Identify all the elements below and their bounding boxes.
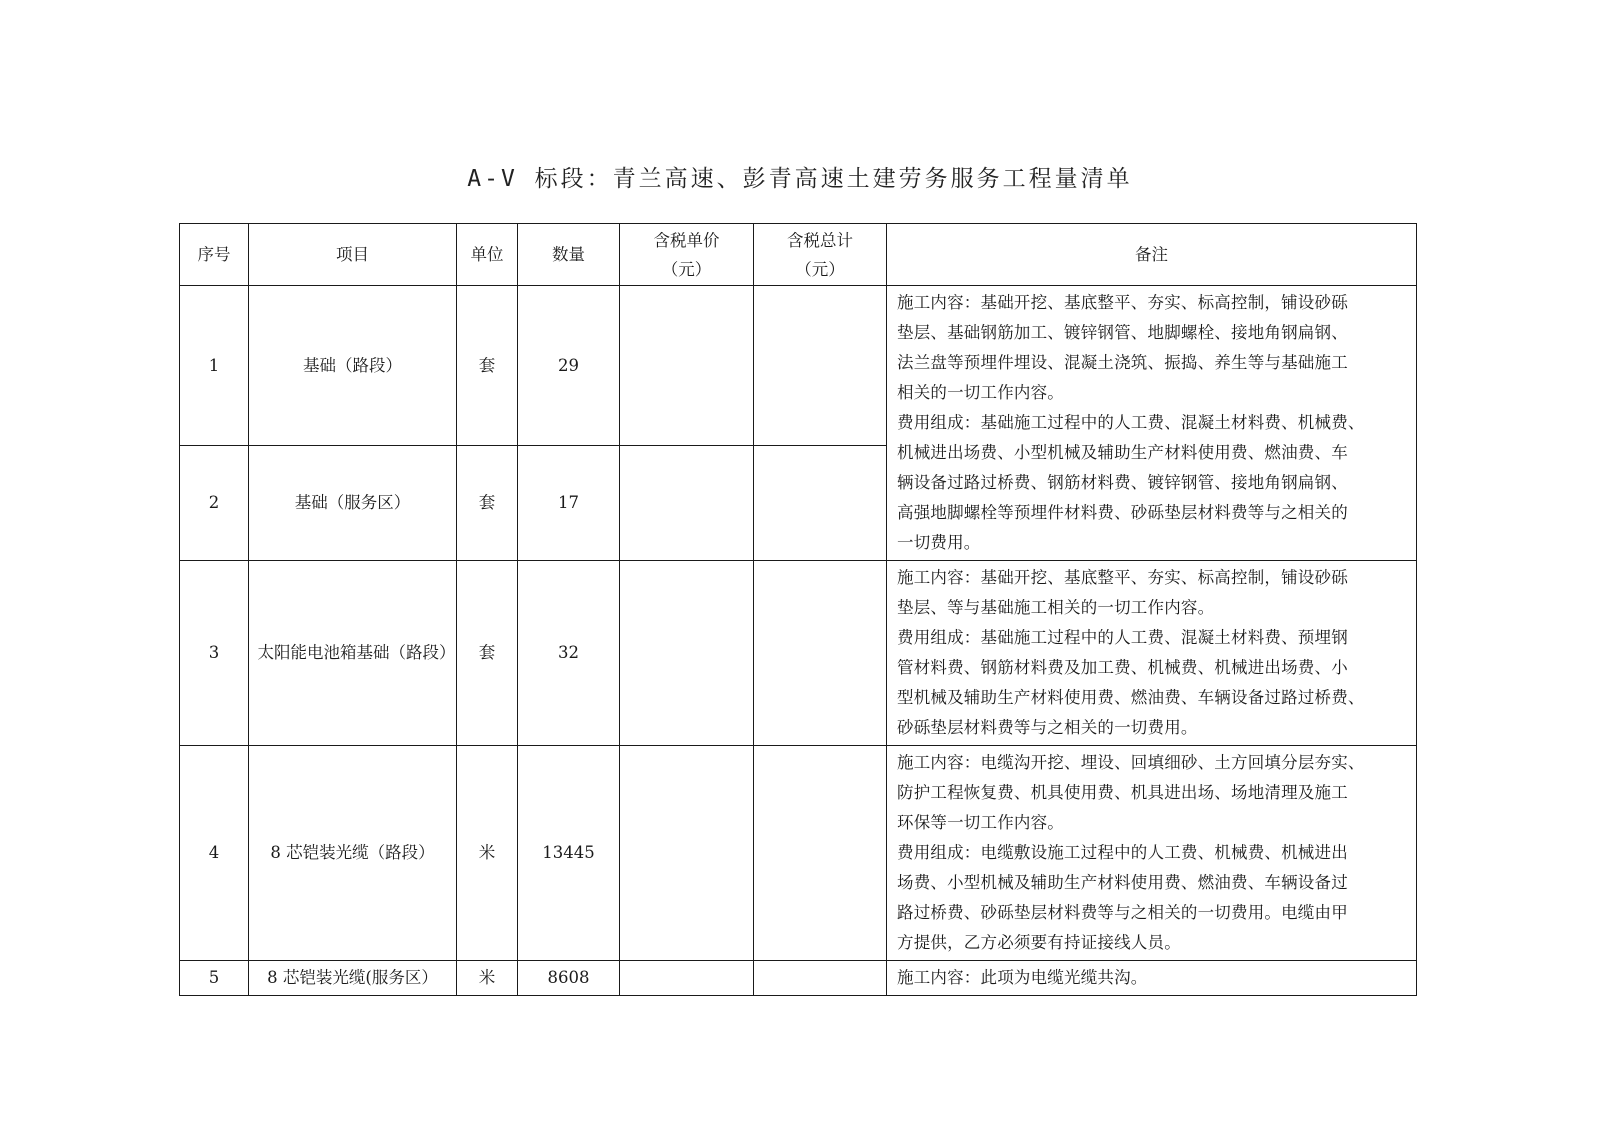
cell-item: 基础（路段）: [249, 286, 457, 446]
remark-line: 垫层、基础钢筋加工、镀锌钢管、地脚螺栓、接地角钢扁钢、: [897, 323, 1348, 342]
cell-seq: 4: [180, 746, 249, 961]
remark-line: 施工内容：基础开挖、基底整平、夯实、标高控制，铺设砂砾: [897, 568, 1348, 587]
remark-line: 场费、小型机械及辅助生产材料使用费、燃油费、车辆设备过: [897, 873, 1348, 892]
cell-item: 8 芯铠装光缆(服务区）: [249, 961, 457, 996]
cell-seq: 2: [180, 446, 249, 561]
cell-total: [754, 446, 887, 561]
cell-item-text: 太阳能电池箱基础（路段）: [257, 643, 456, 662]
header-unit-price-line1: 含税单价: [653, 230, 720, 250]
remark-line: 机械进出场费、小型机械及辅助生产材料使用费、燃油费、车: [897, 443, 1348, 462]
cell-qty: 17: [518, 446, 620, 561]
remark-line: 型机械及辅助生产材料使用费、燃油费、车辆设备过路过桥费、: [897, 688, 1365, 707]
header-unit-price: [620, 224, 754, 286]
cell-unit-price: [620, 446, 754, 561]
cell-unit: 套: [457, 446, 518, 561]
cell-seq: 5: [180, 961, 249, 996]
cell-qty: 32: [518, 561, 620, 746]
cell-remark-cable-service: [887, 961, 1417, 996]
remark-line: 环保等一切工作内容。: [897, 813, 1064, 832]
cell-unit: 套: [457, 561, 518, 746]
remark-line: 施工内容：电缆沟开挖、埋设、回填细砂、土方回填分层夯实、: [897, 753, 1365, 772]
cell-unit: 米: [457, 746, 518, 961]
cell-total: [754, 561, 887, 746]
remark-line: 施工内容：此项为电缆光缆共沟。: [897, 968, 1148, 987]
cell-remark-solar-box: [887, 561, 1417, 746]
cell-seq: 3: [180, 561, 249, 746]
cell-unit-price: [620, 961, 754, 996]
table-row: [180, 286, 1417, 446]
remark-line: 路过桥费、砂砾垫层材料费等与之相关的一切费用。电缆由甲: [897, 903, 1348, 922]
table-row: [180, 746, 1417, 961]
cell-unit: 米: [457, 961, 518, 996]
header-unit: 单位: [457, 224, 518, 286]
remark-line: 费用组成：电缆敷设施工过程中的人工费、机械费、机械进出: [897, 843, 1348, 862]
remark-line: 相关的一切工作内容。: [897, 383, 1064, 402]
cell-qty: 13445: [518, 746, 620, 961]
remark-line: 防护工程恢复费、机具使用费、机具进出场、场地清理及施工: [897, 783, 1348, 802]
remark-line: 费用组成：基础施工过程中的人工费、混凝土材料费、预埋钢: [897, 628, 1348, 647]
header-unit-price-line2: （元）: [661, 259, 712, 279]
cell-item: 基础（服务区）: [249, 446, 457, 561]
remark-line: 施工内容：基础开挖、基底整平、夯实、标高控制，铺设砂砾: [897, 293, 1348, 312]
document-title: A-V 标段：青兰高速、彭青高速土建劳务服务工程量清单: [467, 166, 1133, 192]
remark-line: 高强地脚螺栓等预埋件材料费、砂砾垫层材料费等与之相关的: [897, 503, 1348, 522]
quantity-table: [179, 223, 1417, 996]
cell-seq: 1: [180, 286, 249, 446]
cell-item: 8 芯铠装光缆（路段）: [249, 746, 457, 961]
header-item: 项目: [249, 224, 457, 286]
remark-line: 方提供，乙方必须要有持证接线人员。: [897, 933, 1181, 952]
header-total: [754, 224, 887, 286]
cell-unit-price: [620, 561, 754, 746]
remark-line: 一切费用。: [897, 533, 981, 552]
header-total-line1: 含税总计: [787, 230, 853, 250]
cell-total: [754, 746, 887, 961]
cell-unit-price: [620, 746, 754, 961]
cell-item: [249, 561, 457, 746]
cell-remark-cable-road: [887, 746, 1417, 961]
table-header-row: [180, 224, 1417, 286]
cell-unit-price: [620, 286, 754, 446]
header-seq: 序号: [180, 224, 249, 286]
remark-line: 法兰盘等预埋件埋设、混凝土浇筑、振捣、养生等与基础施工: [897, 353, 1348, 372]
cell-remark-foundation: [887, 286, 1417, 561]
cell-total: [754, 961, 887, 996]
table-row: [180, 961, 1417, 996]
remark-line: 砂砾垫层材料费等与之相关的一切费用。: [897, 718, 1198, 737]
remark-line: 垫层、等与基础施工相关的一切工作内容。: [897, 598, 1215, 617]
cell-unit: 套: [457, 286, 518, 446]
table-row: [180, 561, 1417, 746]
remark-line: 辆设备过路过桥费、钢筋材料费、镀锌钢管、接地角钢扁钢、: [897, 473, 1348, 492]
remark-line: 管材料费、钢筋材料费及加工费、机械费、机械进出场费、小: [897, 658, 1348, 677]
cell-qty: 8608: [518, 961, 620, 996]
remark-line: 费用组成：基础施工过程中的人工费、混凝土材料费、机械费、: [897, 413, 1365, 432]
header-remark: 备注: [887, 224, 1417, 286]
header-qty: 数量: [518, 224, 620, 286]
header-total-line2: （元）: [795, 259, 845, 279]
cell-total: [754, 286, 887, 446]
cell-qty: 29: [518, 286, 620, 446]
